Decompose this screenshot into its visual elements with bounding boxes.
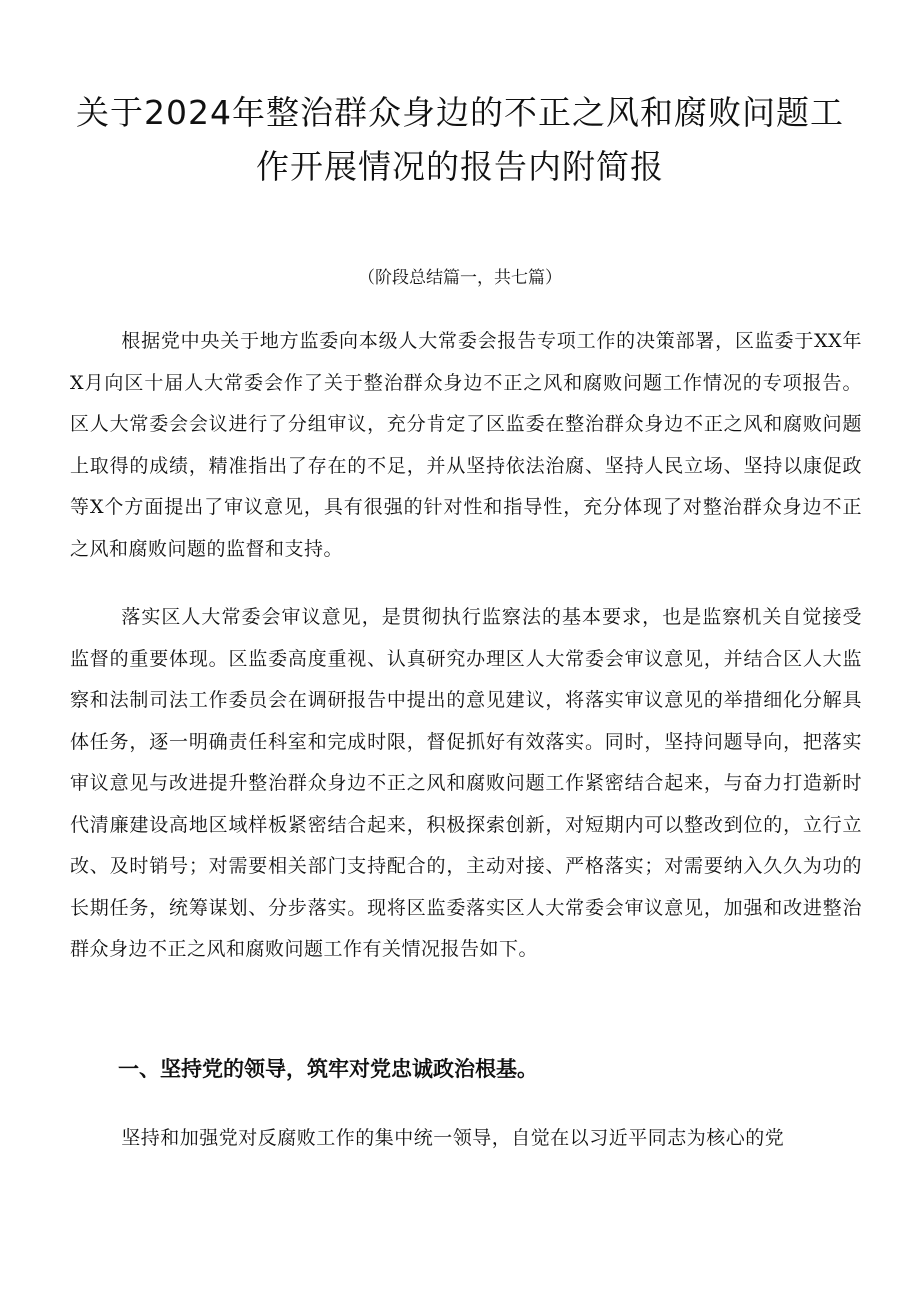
document-title: 关于2024年整治群众身边的不正之风和腐败问题工作开展情况的报告内附简报 — [76, 93, 844, 186]
section-heading: 一、坚持党的领导，筑牢对党忠诚政治根基。 — [118, 1057, 538, 1081]
paragraph-2: 落实区人大常委会审议意见，是贯彻执行监察法的基本要求，也是监察机关自觉接受监督的重要体现。区监委高度重视、认真研究办理区人大常委会审议意见，并结合区人大监察和法制司法工作委员会在调研报告中提出的意见建议，将落实审议意见的举措细化分解具体任务，逐一明确责任科室和完成时限，督促抓好有效落实。同时，坚持问题导向，把落实审议意见与改进提升整治群众身边不正之风和腐败问题工作紧密结合起来，与奋力打造新时代清廉建设高地区域样板紧密结合起来，积极探索创新，对短期内可以整改到位的，立行立改、及时销号；对需要相关部门支持配合的，主动对接、严格落实；对需要纳入久久为功的长期任务，统筹谋划、分步落实。现将区监委落实区人大常委会审议意见，加强和改进整治群众身边不正之风和腐败问题工作有关情况报告如下。 — [70, 606, 862, 960]
paragraph-1: 根据党中央关于地方监委向本级人大常委会报告专项工作的决策部署，区监委于XX年X月向区十届人大常委会作了关于整治群众身边不正之风和腐败问题工作情况的专项报告。区人大常委会会议进行了分组审议，充分肯定了区监委在整治群众身边不正之风和腐败问题上取得的成绩，精准指出了存在的不足，并从坚持依法治腐、坚持人民立场、坚持以康促政等X个方面提出了审议意见，具有很强的针对性和指导性，充分体现了对整治群众身边不正之风和腐败问题的监督和支持。 — [70, 330, 862, 560]
document-subtitle: （阶段总结篇一，共七篇） — [358, 268, 562, 288]
paragraph-3: 坚持和加强党对反腐败工作的集中统一领导，自觉在以习近平同志为核心的党 — [121, 1127, 785, 1149]
